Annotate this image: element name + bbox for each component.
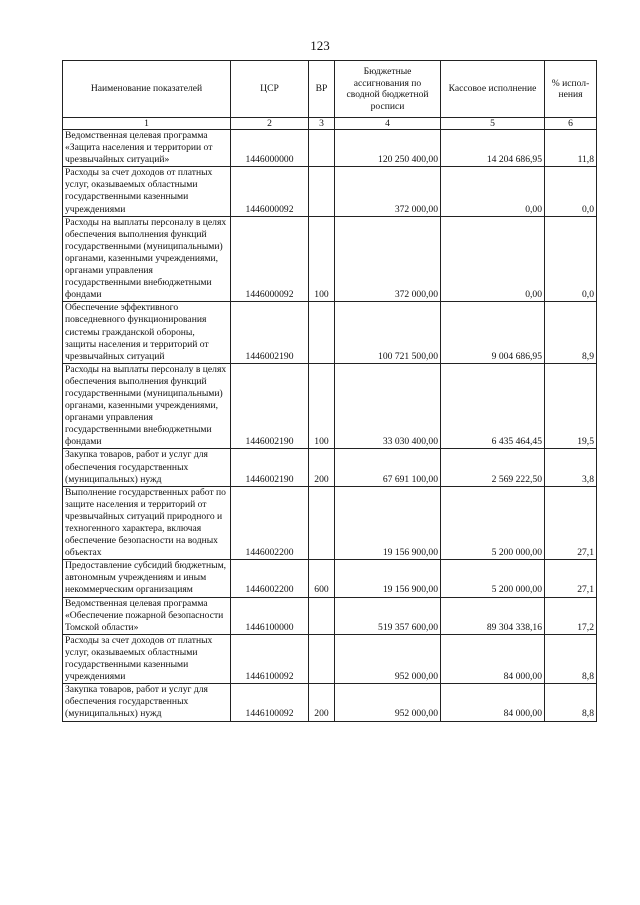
row-name: Расходы за счет доходов от платных услуг, оказываемых областными государственными казенными учреждениями — [63, 167, 231, 216]
row-vr: 200 — [309, 684, 335, 721]
row-csr: 1446100092 — [231, 684, 309, 721]
row-percent: 11,8 — [545, 130, 597, 167]
row-percent: 27,1 — [545, 486, 597, 560]
column-number-row — [63, 118, 597, 130]
row-vr — [309, 167, 335, 216]
table-row — [63, 216, 597, 302]
row-cash: 2 569 222,50 — [441, 449, 545, 486]
row-name: Закупка товаров, работ и услуг для обеспечения государственных (муниципальных) нужд — [63, 684, 231, 721]
table-row — [63, 363, 597, 449]
row-name: Ведомственная целевая программа «Защита населения и территории от чрезвычайных ситуаций» — [63, 130, 231, 167]
row-vr — [309, 130, 335, 167]
table-row — [63, 449, 597, 486]
header-percent: % испол-нения — [545, 61, 597, 118]
table-row — [63, 486, 597, 560]
column-number: 5 — [441, 118, 545, 130]
row-csr: 1446000092 — [231, 216, 309, 302]
row-budget: 952 000,00 — [335, 684, 441, 721]
page-number: 123 — [310, 38, 330, 53]
row-budget: 33 030 400,00 — [335, 363, 441, 449]
row-cash: 84 000,00 — [441, 634, 545, 683]
row-csr: 1446100092 — [231, 634, 309, 683]
row-budget: 952 000,00 — [335, 634, 441, 683]
header-cash: Кассовое исполнение — [441, 61, 545, 118]
row-cash: 0,00 — [441, 167, 545, 216]
row-name: Ведомственная целевая программа «Обеспечение пожарной безопасности Томской области» — [63, 597, 231, 634]
row-name: Предоставление субсидий бюджетным, автономным учреждениям и иным некоммерческим организациям — [63, 560, 231, 597]
row-percent: 8,8 — [545, 634, 597, 683]
row-vr: 100 — [309, 216, 335, 302]
row-name: Закупка товаров, работ и услуг для обеспечения государственных (муниципальных) нужд — [63, 449, 231, 486]
row-percent: 3,8 — [545, 449, 597, 486]
row-cash: 89 304 338,16 — [441, 597, 545, 634]
table-row — [63, 130, 597, 167]
row-budget: 120 250 400,00 — [335, 130, 441, 167]
row-csr: 1446002200 — [231, 560, 309, 597]
row-cash: 5 200 000,00 — [441, 486, 545, 560]
row-vr — [309, 486, 335, 560]
row-vr: 200 — [309, 449, 335, 486]
row-cash: 9 004 686,95 — [441, 302, 545, 363]
row-csr: 1446002190 — [231, 302, 309, 363]
row-name: Расходы на выплаты персоналу в целях обеспечения выполнения функций государственными (муниципальными) органами, казенными учреждениями, органами управления государственными внебюджетными фондами — [63, 216, 231, 302]
table-row — [63, 634, 597, 683]
table-row — [63, 560, 597, 597]
row-csr: 1446002200 — [231, 486, 309, 560]
row-csr: 1446002190 — [231, 449, 309, 486]
row-percent: 0,0 — [545, 216, 597, 302]
row-vr: 600 — [309, 560, 335, 597]
row-cash: 6 435 464,45 — [441, 363, 545, 449]
row-budget: 67 691 100,00 — [335, 449, 441, 486]
row-percent: 19,5 — [545, 363, 597, 449]
row-budget: 100 721 500,00 — [335, 302, 441, 363]
row-percent: 0,0 — [545, 167, 597, 216]
row-name: Выполнение государственных работ по защите населения и территорий от чрезвычайных ситуаций природного и техногенного характера, включая обеспечение безопасности на водных объектах — [63, 486, 231, 560]
row-budget: 19 156 900,00 — [335, 560, 441, 597]
row-vr — [309, 597, 335, 634]
table-row — [63, 597, 597, 634]
row-percent: 27,1 — [545, 560, 597, 597]
row-percent: 8,8 — [545, 684, 597, 721]
column-number: 6 — [545, 118, 597, 130]
row-budget: 19 156 900,00 — [335, 486, 441, 560]
row-csr: 1446100000 — [231, 597, 309, 634]
column-number: 4 — [335, 118, 441, 130]
row-name: Обеспечение эффективного повседневного функционирования системы гражданской обороны, защиты населения и территорий от чрезвычайных ситуаций — [63, 302, 231, 363]
header-budget: Бюджетные ассигнования по сводной бюджетной росписи — [335, 61, 441, 118]
column-number: 2 — [231, 118, 309, 130]
table-row — [63, 302, 597, 363]
row-budget: 372 000,00 — [335, 216, 441, 302]
row-vr — [309, 634, 335, 683]
table-row — [63, 167, 597, 216]
column-number: 1 — [63, 118, 231, 130]
header-row — [63, 61, 597, 118]
row-csr: 1446000092 — [231, 167, 309, 216]
row-vr — [309, 302, 335, 363]
row-csr: 1446000000 — [231, 130, 309, 167]
row-budget: 372 000,00 — [335, 167, 441, 216]
table-row — [63, 684, 597, 721]
row-cash: 5 200 000,00 — [441, 560, 545, 597]
column-number: 3 — [309, 118, 335, 130]
header-name: Наименование показателей — [63, 61, 231, 118]
row-percent: 17,2 — [545, 597, 597, 634]
row-cash: 14 204 686,95 — [441, 130, 545, 167]
row-percent: 8,9 — [545, 302, 597, 363]
row-name: Расходы на выплаты персоналу в целях обеспечения выполнения функций государственными (муниципальными) органами, казенными учреждениями, органами управления государственными внебюджетными фондами — [63, 363, 231, 449]
row-csr: 1446002190 — [231, 363, 309, 449]
header-vr: ВР — [309, 61, 335, 118]
header-csr: ЦСР — [231, 61, 309, 118]
row-budget: 519 357 600,00 — [335, 597, 441, 634]
budget-execution-table — [62, 60, 597, 722]
row-name: Расходы за счет доходов от платных услуг, оказываемых областными государственными казенными учреждениями — [63, 634, 231, 683]
row-cash: 0,00 — [441, 216, 545, 302]
row-cash: 84 000,00 — [441, 684, 545, 721]
row-vr: 100 — [309, 363, 335, 449]
